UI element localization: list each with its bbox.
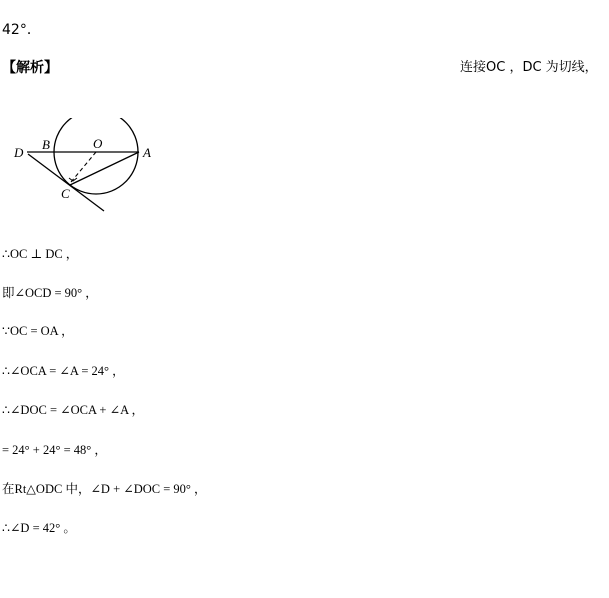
label-d: D [14,145,24,160]
step-7: 在Rt△ODC 中，∠D + ∠DOC = 90° ， [2,482,207,496]
geometry-figure [0,118,170,218]
step-4: ∴∠OCA = ∠A = 24° ， [2,364,125,378]
step-3: ∵OC = OA ， [2,324,74,338]
answer-text: 42°． [2,22,41,38]
radius-oc [71,152,96,182]
step-6: = 24° + 24° = 48° ， [2,443,107,457]
label-a: A [143,145,151,160]
step-5: ∴∠DOC = ∠OCA + ∠A ， [2,403,145,417]
tangent-line [28,154,104,211]
step-2: 即∠OCD = 90° ， [2,286,98,300]
intro-text: 连接OC ，DC 为切线， [460,60,598,75]
label-b: B [42,137,50,152]
step-1: ∴OC ⊥ DC ， [2,247,79,261]
analysis-heading: 【解析】 [2,60,58,76]
chord-ca [70,152,139,185]
label-c: C [61,186,70,201]
label-o: O [93,136,103,151]
step-8: ∴∠D = 42° 。 [2,521,76,535]
